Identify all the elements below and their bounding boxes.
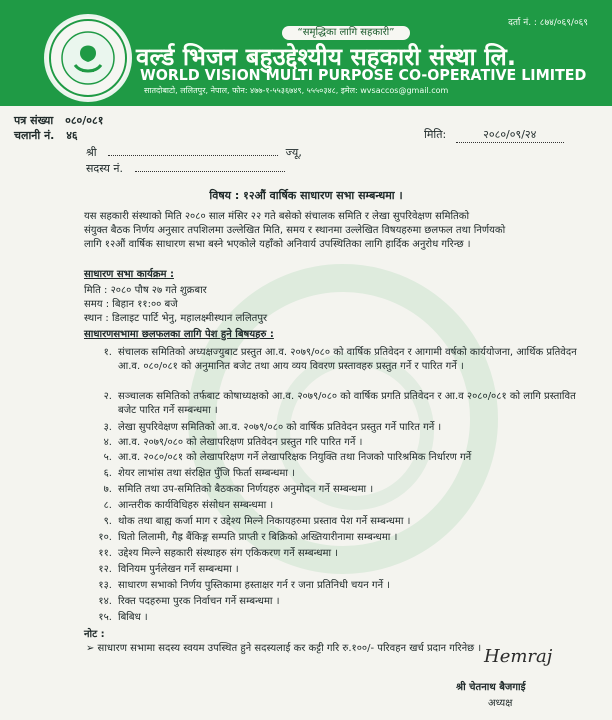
agenda-item: रिक्त पदहरुमा पुरक निर्वाचन गर्ने सम्बन्धमा । [118,596,280,607]
program-date: मिति : २०८० पौष २७ गते शुक्रबार [84,285,207,296]
agenda-number: १४. [98,596,112,607]
chalani-number [14,128,78,143]
registration-number: दर्ता नं. : ८७४/०६९/०६९ [508,18,588,28]
program-heading: साधारण सभा कार्यक्रम : [84,269,174,280]
agenda-item: लेखा सुपरिवेक्षण समितिको आ.व. २०७९/०८० को वार्षिक प्रतिवेदन प्रस्तुत गर्ने पारित गर्ने । [118,422,442,433]
agenda-number: १३. [98,580,112,591]
agenda-number: १. [103,347,112,358]
agenda-number: ५. [103,452,112,463]
agenda-item: धितो लिलामी, गैह्र बैंकिङ्ग सम्पति प्राप्ती र बिक्रिको अख्तियारीनामा सम्बन्धमा । [118,532,398,543]
slogan-badge: “समृद्धिका लागि सहकारी” [282,26,410,40]
agenda-item: थोक तथा बाह्य कर्जा माग र उद्देश्य मिल्ने निकायहरुमा प्रस्ताव पेश गर्ने सम्बन्धमा । [118,516,411,527]
agenda-item: विनियम पुर्नलेखन गर्ने सम्बन्धमा । [118,564,239,575]
organization-name-nepali: वर्ल्ड भिजन बहुउद्देश्यीय सहकारी संस्था लि. [136,43,517,71]
agenda-number: १२. [98,564,112,575]
agenda-number: १५. [98,612,112,623]
organization-logo-icon [47,17,129,99]
agenda-number: ८. [103,500,112,511]
agenda-item: उद्देश्य मिल्ने सहकारी संस्थाहरु संग एकिकरण गर्ने सम्बन्धमा । [118,548,339,559]
subject-line: विषय : १२औं वार्षिक साधारण सभा सम्बन्धमा । [209,189,403,202]
agenda-number: १०. [98,532,112,543]
date-field [424,127,564,143]
jyu-label: ज्यू, [285,146,302,159]
note-label: नोट : [84,629,105,640]
date-label: मिति: [424,128,447,141]
chalani-value: ४६ [66,129,78,142]
agenda-item: बिबिध । [118,612,148,623]
agenda-heading: साधारणसभामा छलफलका लागि पेश हुने बिषयहरु : [84,329,274,340]
intro-line-3: लागि १२औं वार्षिक साधारण सभा बस्ने भएकोले यहाँको अनिवार्य उपस्थितिका लागि हार्दिक अनुरोध गरिन्छ । [84,239,471,250]
organization-name-english: WORLD VISION MULTI PURPOSE CO-OPERATIVE LIMITED [140,66,587,84]
agenda-number: ११. [98,548,112,559]
shree-label: श्री [86,146,97,159]
letterhead [0,0,612,106]
note-text: ➢ साधारण सभामा सदस्य स्वयम उपस्थित हुने सदस्यलाई कर कट्टी गरि रु.१००/- परिवहन खर्च प्रदान गरिनेछ । [86,643,482,654]
agenda-item: संचालक समितिको अध्यक्षज्युबाट प्रस्तुत आ.व. २०७९/०८० को वार्षिक प्रतिवेदन र आगामी वर्षको कार्ययोजना, आर्थिक प्रतिवेदन आ.व. ०८०/०८१ को अनुमानित बजेट तथा आय व्यय विवरण प्रस्तावहरु प्रस्तुत गर्ने र पारित गर्ने । [118,347,577,372]
agenda-number: ७. [103,484,112,495]
program-place: स्थान : डिलाइट पार्टि भेनु, महालक्ष्मीस्थान ललितपुर [84,313,268,324]
contact-line: सातदोबाटो, ललितपुर, नेपाल, फोन: ४७७-१-५५३६७४९, ५५५०३४८, इमेल: wvsaccos@gmail.com [144,86,449,95]
organization-logo [44,14,132,102]
agenda-item: आ.व. २०७९/०८० को लेखापरिक्षण प्रतिवेदन प्रस्तुत गरि पारित गर्ने । [118,437,363,448]
agenda-number: ६. [103,468,112,479]
date-value: २०८०/०९/२४ [456,127,564,143]
agenda-item: समिति तथा उप-समितिको बैठकका निर्णयहरु अनुमोदन गर्ने सम्बन्धमा । [118,484,374,495]
member-blank [135,171,285,172]
agenda-number: ३. [103,422,112,433]
program-time: समय : बिहान ११:०० बजे [84,299,178,310]
signatory-name: श्री चेतनाथ बैजगाई [456,682,526,693]
patra-label: पत्र संख्या [14,114,54,127]
agenda-number: ४. [103,437,112,448]
agenda-number: २. [103,391,112,402]
agenda-item: शेयर लाभांस तथा संरक्षित पुँजि फिर्ता सम्बन्धमा । [118,468,295,479]
recipient-line [86,145,302,160]
intro-line-1: यस सहकारी संस्थाको मिति २०८० साल मंसिर २२ गते बसेको संचालक समिति र लेखा सुपरिवेक्षण समितिको [84,211,470,222]
patra-value: ०८०/०८१ [65,114,104,127]
agenda-number: ९. [103,516,112,527]
agenda-item: सञ्चालक समितिको तर्फबाट कोषाध्यक्षको आ.व. २०७९/०८० को वार्षिक प्रगति प्रतिवेदन र आ.व २०८०/०८१ को लागि प्रस्तावित बजेट पारित गर्ने सम्बन्धमा । [118,391,576,416]
agenda-item: साधारण सभाको निर्णय पुस्तिकामा हस्ताक्षर गर्न र जना प्रतिनिधी चयन गर्ने । [118,580,391,591]
chalani-label: चलानी नं. [14,129,55,142]
agenda-item: आ.व. २०८०/०८१ को लेखापरिक्षण गर्ने लेखापरिक्षक नियुक्ति तथा निजको पारिश्रमिक निर्धारण गर्ने [118,452,472,463]
recipient-blank [108,155,278,156]
intro-line-2: संयुक्त बैठक निर्णय अनुसार तपशिलमा उल्लेखित मिति, समय र स्थानमा उल्लेखित विषयहरुमा छलफल तथा निर्णयको [84,225,506,236]
member-label: सदस्य नं. [86,162,124,175]
patra-sankhya [14,113,103,128]
signatory-title: अध्यक्ष [488,698,513,709]
agenda-item: आन्तरीक कार्यविधिहरु संसोधन सम्बन्धमा । [118,500,274,511]
signature: Hemraj [484,646,553,667]
member-number-line [86,161,285,176]
